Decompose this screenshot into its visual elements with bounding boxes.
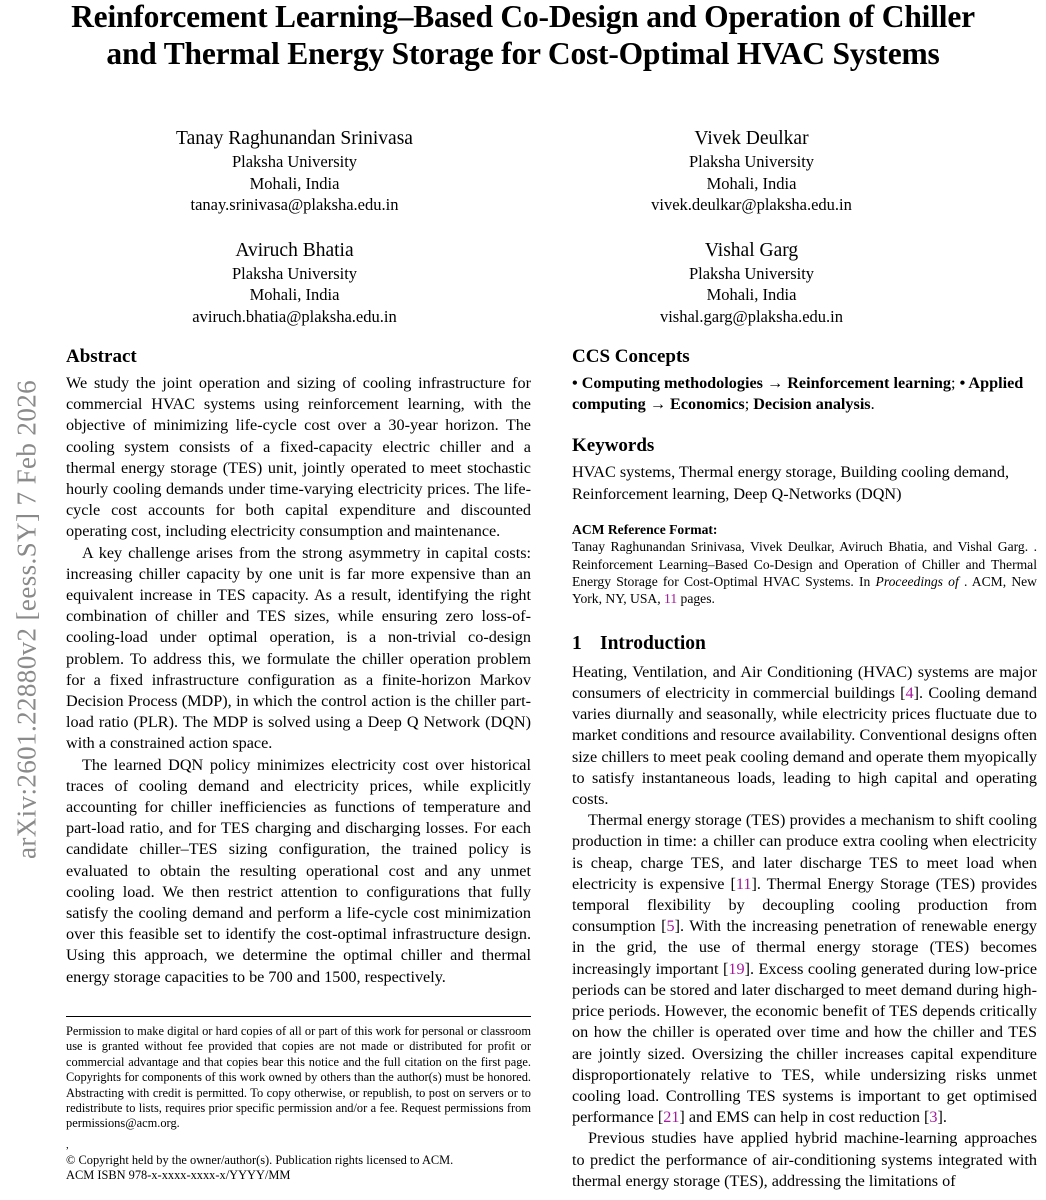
author-affiliation: Plaksha University <box>688 263 815 283</box>
author-location: Mohali, India <box>706 285 797 304</box>
section-number: 1 <box>572 632 582 654</box>
intro-paragraph-3: Previous studies have applied hybrid machine-learning approaches to predict the performance of air-conditioning systems integrated with thermal energy storage (TES), addressing the limitations of <box>572 1129 1037 1190</box>
intro-text: ]. Thermal Energy Storage (TES) provides temporal flexibility by decoupling cooling production from consumption [ <box>572 874 1038 936</box>
ccs-bullet-icon: • <box>572 374 578 392</box>
author-email[interactable]: vishal.garg@plaksha.edu.in <box>659 306 844 326</box>
citation-link[interactable]: 21 <box>663 1108 680 1127</box>
author-block <box>66 126 523 216</box>
citation-link[interactable]: 5 <box>666 917 675 936</box>
intro-text: ]. Excess cooling generated during low-price periods can be stored and later discharged to meet demand during high-price periods. However, the economic benefit of TES depends critically on how the chiller is operated over time and how the chiller and TES are jointly sized. Oversizing the chiller increases capital expenditure disproportionately relative to TES, while undersizing risks unmet cooling load. Controlling TES systems is important to get optimised performance [ <box>572 959 1037 1127</box>
arxiv-stamp: arXiv:2601.22880v2 [eess.SY] 7 Feb 2026 <box>11 379 42 860</box>
author-name: Aviruch Bhatia <box>235 239 354 261</box>
abstract-paragraph: We study the joint operation and sizing of cooling infrastructure for commercial HVAC systems using reinforcement learning, with the objective of minimizing life-cycle cost over a 30-year horizon. The cooling system consists of a fixed-capacity electric chiller and a thermal energy storage (TES) unit, jointly operated to meet stochastic hourly cooling demands under time-varying electricity prices. The life-cycle cost accounts for both capital expenditure and discounted operating cost, including electricity consumption and maintenance. <box>66 374 531 541</box>
page-title: Reinforcement Learning–Based Co-Design and Operation of Chiller and Thermal Energy Storage for Cost-Optimal HVAC Systems <box>71 0 975 71</box>
author-block <box>523 126 980 216</box>
intro-text: ]. With the increasing penetration of renewable energy in the grid, the use of thermal energy storage (TES) becomes increasingly important [ <box>572 917 1037 978</box>
keywords-text: HVAC systems, Thermal energy storage, Building cooling demand, Reinforcement learning, Deep Q-Networks (DQN) <box>572 463 1010 503</box>
section-title: Introduction <box>600 632 706 654</box>
acm-reference-part-1: Tanay Raghunandan Srinivasa, Vivek Deulkar, Aviruch Bhatia, and Vishal Garg. . Reinforcement Learning–Based Co-Design and Operation of Chiller and Thermal Energy Storage for Cost-Optimal HVAC Systems. In <box>572 539 1037 590</box>
author-email[interactable]: aviruch.bhatia@plaksha.edu.in <box>192 306 397 326</box>
author-name: Vishal Garg <box>704 239 799 261</box>
author-location: Mohali, India <box>249 285 340 304</box>
abstract-paragraph: The learned DQN policy minimizes electricity cost over historical traces of cooling demand and electricity prices, while explicitly accounting for chiller inefficiencies as functions of temperature and part-load ratio, and for TES charging and discharging losses. For each candidate chiller–TES sizing configuration, the trained policy is evaluated to obtain the resulting operational cost and any unmet cooling load. We then restrict attention to configurations that fully satisfy the cooling demand and perform a life-cycle cost minimization over this feasible set to identify the cost-optimal infrastructure design. Using this approach, we determine the optimal chiller and thermal energy storage capacities to be 700 and 1500, respectively. <box>66 755 531 986</box>
intro-paragraph-2 <box>572 810 1037 1128</box>
author-block <box>66 238 523 328</box>
citation-link[interactable]: 4 <box>905 684 914 703</box>
section-heading-introduction <box>572 632 1037 656</box>
acm-reference-part-3: pages. <box>677 591 715 607</box>
ccs-concept: Reinforcement learning <box>787 374 952 392</box>
ccs-bullet-icon: • <box>959 374 966 392</box>
author-name: Vivek Deulkar <box>694 128 809 149</box>
acm-reference-heading: ACM Reference Format: <box>572 521 718 537</box>
author-name: Tanay Raghunandan Srinivasa <box>176 128 413 149</box>
intro-text: ] and EMS can help in cost reduction [ <box>679 1108 930 1127</box>
permission-text: Permission to make digital or hard copies of all or part of this work for personal or classroom use is granted without fee provided that copies are not made or distributed for profit or commercial advantage and that copies bear this notice and the full citation on the first page. Copyrights for components of this work owned by others than the author(s) must be honored. Abstracting with credit is permitted. To copy otherwise, or republish, to post on servers or to redistribute to lists, requires prior specific permission and/or a fee. Request permissions from permissions@acm.org. <box>66 1024 531 1131</box>
ccs-concept: Decision analysis <box>753 395 871 414</box>
author-location: Mohali, India <box>706 173 797 193</box>
acm-reference-pages-link[interactable]: 11 <box>664 591 678 607</box>
footnote-comma: , <box>66 1138 69 1151</box>
citation-link[interactable]: 11 <box>735 874 752 893</box>
author-location: Mohali, India <box>249 173 340 193</box>
ccs-semicolon: ; <box>744 395 750 414</box>
intro-paragraph-1 <box>572 662 1037 810</box>
right-column <box>572 345 1037 1192</box>
author-affiliation: Plaksha University <box>688 152 815 171</box>
citation-link[interactable]: 19 <box>728 959 745 978</box>
intro-text: ]. Cooling demand varies diurnally and seasonally, while electricity prices fluctuate due to market conditions and resource availability. Conventional designs often size chillers to meet peak cooling demand and operate them myopically to satisfy instantaneous loads, leading to high capital and operating costs. <box>572 684 1037 809</box>
arrow-icon: → <box>767 374 784 392</box>
ccs-concept: Economics <box>670 395 745 414</box>
abstract-heading: Abstract <box>66 346 137 367</box>
author-email[interactable]: tanay.srinivasa@plaksha.edu.in <box>190 195 399 214</box>
author-block <box>523 238 980 328</box>
intro-text: ]. <box>937 1108 947 1127</box>
abstract-paragraph: A key challenge arises from the strong asymmetry in capital costs: increasing chiller capacity by one unit is far more expensive than an equivalent increase in TES capacity. As a result, identifying the right combination of chiller and TES sizes, while ensuring zero loss-of-cooling-load under optimal operation, is a non-trivial co-design problem. To address this, we formulate the chiller operation problem for a fixed infrastructure configuration as a finite-horizon Markov Decision Process (MDP), in which the control action is the chiller part-load ratio (PLR). The MDP is solved using a Deep Q Network (DQN) with a constrained action space. <box>66 543 531 753</box>
author-affiliation: Plaksha University <box>231 263 358 283</box>
intro-text: Heating, Ventilation, and Air Conditioning (HVAC) systems are major consumers of electricity in commercial buildings [ <box>572 662 1037 703</box>
ccs-concepts-text <box>572 373 1037 415</box>
intro-text: Thermal energy storage (TES) provides a mechanism to shift cooling production in time: a chiller can produce extra cooling when electricity is cheap, charge TES, and later discharge TES to meet load when electricity is expensive [ <box>572 811 1037 893</box>
ccs-category: Computing methodologies <box>581 374 763 392</box>
footnote-divider <box>66 1016 531 1017</box>
author-email[interactable]: vivek.deulkar@plaksha.edu.in <box>651 195 852 214</box>
acm-isbn: ACM ISBN 978-x-xxxx-xxxx-x/YYYY/MM <box>66 1168 291 1183</box>
copyright-text: © Copyright held by the owner/author(s). Publication rights licensed to ACM. <box>66 1152 454 1167</box>
keywords-heading: Keywords <box>572 435 655 457</box>
author-affiliation: Plaksha University <box>231 152 358 171</box>
ccs-period: . <box>870 395 875 414</box>
copyright-footnote <box>66 1016 531 1184</box>
acm-reference-format <box>572 521 1037 608</box>
left-column <box>66 345 531 988</box>
arrow-icon: → <box>649 395 666 414</box>
acm-reference-part-2: . ACM, New York, NY, USA, <box>572 574 1037 607</box>
ccs-category: Applied computing <box>572 374 1024 414</box>
author-list <box>66 126 980 349</box>
citation-link[interactable]: 3 <box>929 1108 938 1127</box>
acm-reference-proceedings: Proceedings of <box>875 574 959 590</box>
ccs-concepts-heading: CCS Concepts <box>572 346 690 367</box>
ccs-semicolon: ; <box>951 374 956 392</box>
